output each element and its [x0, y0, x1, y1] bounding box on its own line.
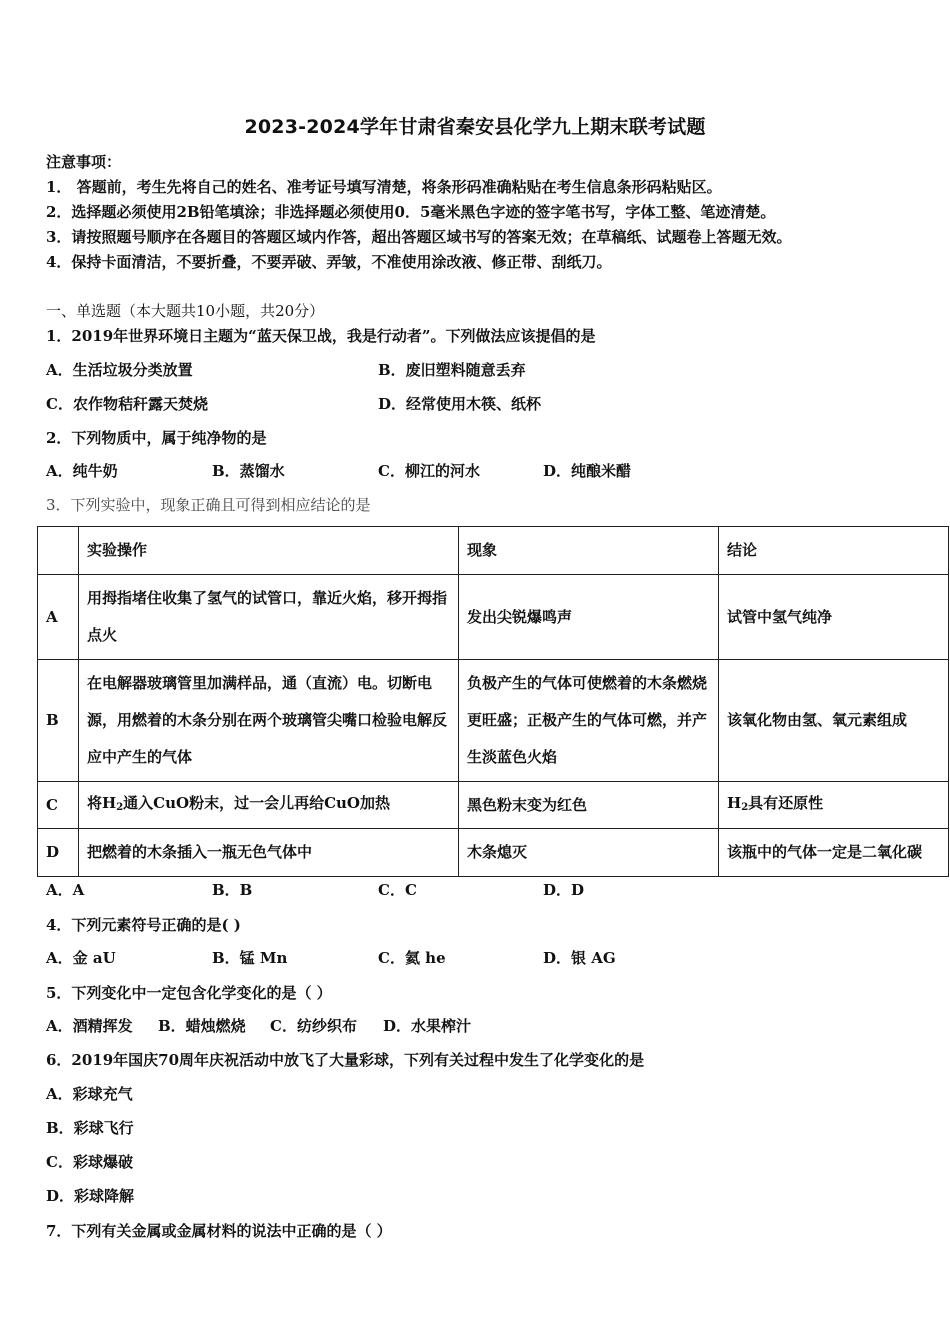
experiment-table [37, 526, 949, 877]
formula-subscript: 2 [116, 801, 124, 813]
question-4-option-b[interactable]: B．锰 Mn [212, 949, 288, 967]
question-5-option-a[interactable]: A．酒精挥发 [46, 1017, 133, 1035]
row-key: C [38, 782, 79, 829]
question-3-stem: 3．下列实验中，现象正确且可得到相应结论的是 [46, 496, 371, 514]
formula-text: H [727, 793, 742, 812]
question-1-option-d[interactable]: D．经常使用木筷、纸杯 [378, 395, 542, 413]
question-3-option-a[interactable]: A．A [46, 881, 85, 899]
question-3-option-d[interactable]: D．D [543, 881, 585, 899]
question-5-option-c[interactable]: C．纺纱织布 [270, 1017, 357, 1035]
question-6-option-b[interactable]: B．彩球飞行 [46, 1119, 134, 1137]
table-header-cell: 结论 [719, 527, 949, 575]
question-6-option-a[interactable]: A．彩球充气 [46, 1085, 133, 1103]
question-1-option-c[interactable]: C．农作物秸秆露天焚烧 [46, 395, 208, 413]
question-6-option-c[interactable]: C．彩球爆破 [46, 1153, 133, 1171]
row-key: B [38, 660, 79, 782]
question-4-stem: 4．下列元素符号正确的是( ) [46, 916, 241, 934]
question-5-option-d[interactable]: D．水果榨汁 [383, 1017, 472, 1035]
formula-text: 将H [87, 793, 117, 812]
formula-text: 通入CuO粉末，过一会儿再给CuO加热 [123, 793, 390, 812]
row-key: A [38, 575, 79, 660]
question-1-option-b[interactable]: B．废旧塑料随意丢弃 [378, 361, 526, 379]
row-phenomenon: 发出尖锐爆鸣声 [459, 575, 719, 660]
row-phenomenon: 黑色粉末变为红色 [459, 782, 719, 829]
row-phenomenon: 负极产生的气体可使燃着的木条燃烧更旺盛；正极产生的气体可燃，并产生淡蓝色火焰 [459, 660, 719, 782]
notice-item: 4．保持卡面清洁，不要折叠，不要弄破、弄皱，不准使用涂改液、修正带、刮纸刀。 [46, 253, 612, 271]
formula-subscript: 2 [741, 801, 749, 813]
question-1-stem: 1．2019年世界环境日主题为“蓝天保卫战，我是行动者”。下列做法应该提倡的是 [46, 327, 596, 345]
question-6-option-d[interactable]: D．彩球降解 [46, 1187, 135, 1205]
question-6-stem: 6．2019年国庆70周年庆祝活动中放飞了大量彩球，下列有关过程中发生了化学变化的是 [46, 1051, 645, 1069]
table-row [38, 660, 949, 782]
table-header-row [38, 527, 949, 575]
row-conclusion: 试管中氢气纯净 [719, 575, 949, 660]
table-header-cell: 现象 [459, 527, 719, 575]
row-operation [79, 782, 459, 829]
formula-text: 具有还原性 [748, 793, 824, 812]
section-heading: 一、单选题（本大题共10小题，共20分） [46, 302, 325, 320]
question-1-option-a[interactable]: A．生活垃圾分类放置 [46, 361, 193, 379]
question-2-option-b[interactable]: B．蒸馏水 [212, 462, 285, 480]
question-3-option-b[interactable]: B．B [212, 881, 253, 899]
notice-item: 3．请按照题号顺序在各题目的答题区域内作答，超出答题区域书写的答案无效；在草稿纸、试题卷上答题无效。 [46, 228, 792, 246]
question-2-option-a[interactable]: A．纯牛奶 [46, 462, 118, 480]
question-4-option-c[interactable]: C．氦 he [378, 949, 446, 967]
row-operation: 用拇指堵住收集了氢气的试管口，靠近火焰，移开拇指点火 [79, 575, 459, 660]
table-header-cell [38, 527, 79, 575]
row-operation: 把燃着的木条插入一瓶无色气体中 [79, 829, 459, 877]
row-conclusion: 该氧化物由氢、氧元素组成 [719, 660, 949, 782]
table-row [38, 782, 949, 829]
question-2-stem: 2．下列物质中，属于纯净物的是 [46, 429, 267, 447]
notice-item: 1． 答题前，考生先将自己的姓名、准考证号填写清楚，将条形码准确粘贴在考生信息条形码粘贴区。 [46, 178, 722, 196]
page-title: 2023-2024学年甘肃省秦安县化学九上期末联考试题 [244, 116, 706, 138]
table-header-cell: 实验操作 [79, 527, 459, 575]
row-conclusion [719, 782, 949, 829]
question-4-option-a[interactable]: A．金 aU [46, 949, 116, 967]
question-4-option-d[interactable]: D．银 AG [543, 949, 616, 967]
question-7-stem: 7．下列有关金属或金属材料的说法中正确的是（ ） [46, 1222, 392, 1240]
question-2-option-c[interactable]: C．柳江的河水 [378, 462, 480, 480]
row-key: D [38, 829, 79, 877]
question-5-option-b[interactable]: B．蜡烛燃烧 [158, 1017, 246, 1035]
row-phenomenon: 木条熄灭 [459, 829, 719, 877]
question-2-option-d[interactable]: D．纯酿米醋 [543, 462, 632, 480]
question-3-option-c[interactable]: C．C [378, 881, 417, 899]
question-5-stem: 5．下列变化中一定包含化学变化的是（ ） [46, 984, 332, 1002]
table-row [38, 575, 949, 660]
row-operation: 在电解器玻璃管里加满样品，通（直流）电。切断电源，用燃着的木条分别在两个玻璃管尖嘴口检验电解反应中产生的气体 [79, 660, 459, 782]
row-conclusion: 该瓶中的气体一定是二氧化碳 [719, 829, 949, 877]
table-row [38, 829, 949, 877]
notice-item: 2．选择题必须使用2B铅笔填涂；非选择题必须使用0．5毫米黑色字迹的签字笔书写，字体工整、笔迹清楚。 [46, 203, 776, 221]
notice-heading: 注意事项： [46, 153, 122, 171]
